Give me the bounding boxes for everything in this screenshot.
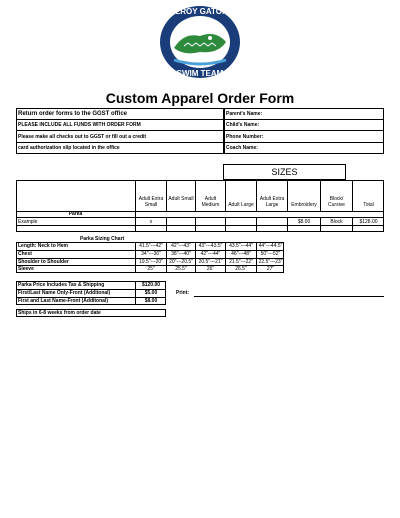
sizing-row-label: Shoulder to Shoulder xyxy=(18,259,69,265)
print-label: Print: xyxy=(176,290,190,296)
header-adult-xs: Adult Extra Small xyxy=(138,196,164,208)
sizing-cell: 26.5" xyxy=(235,266,247,272)
sizes-heading: SIZES xyxy=(223,164,346,180)
sizing-cell: 42"---44" xyxy=(200,251,221,257)
header-adult-s: Adult Small xyxy=(168,196,194,202)
pricing-label: First and Last Name-Front (Additonal) xyxy=(18,298,108,304)
sizing-cell: 25" xyxy=(147,266,155,272)
example-total: $128.00 xyxy=(359,219,378,225)
example-row-label: Example xyxy=(18,219,38,225)
parent-name-field[interactable]: Parent's Name: xyxy=(226,111,263,117)
header-adult-m: Adult Medium xyxy=(201,196,220,208)
pricing-value: $120.00 xyxy=(141,282,161,288)
print-field[interactable] xyxy=(194,296,384,297)
sizing-chart-title: Parka Sizing Chart xyxy=(80,236,125,242)
sizing-cell: 42"---43" xyxy=(171,243,191,249)
instruction-line-2: PLEASE INCLUDE ALL FUNDS WITH ORDER FORM xyxy=(18,122,141,128)
sizing-cell: 19.5"---20" xyxy=(139,259,163,265)
header-adult-xl: Adult Extra Large xyxy=(259,196,285,208)
sizing-cell: 22.5"---23" xyxy=(258,259,283,265)
pricing-label: First/Last Name Only-Front (Additonal) xyxy=(18,290,111,296)
logo-top-text: GILROY GATORS xyxy=(166,7,234,16)
header-total: Total xyxy=(363,202,374,208)
page-title: Custom Apparel Order Form xyxy=(105,90,295,106)
sizing-cell: 46"---48" xyxy=(231,251,251,257)
pricing-label: Parka Price Includes Tax & Shipping xyxy=(18,282,105,288)
sizing-row-label: Chest xyxy=(18,251,32,257)
sizing-cell: 26" xyxy=(206,266,215,272)
sizing-cell: 20"---20.5" xyxy=(169,259,193,265)
example-style: Block xyxy=(330,219,343,225)
ships-note: Ships in 6-8 weeks from order date xyxy=(18,310,101,316)
sizing-cell: 50"---52" xyxy=(260,251,281,257)
header-adult-l: Adult Large xyxy=(228,202,254,208)
gilroy-gators-logo xyxy=(154,2,246,82)
sizing-cell: 27" xyxy=(266,266,275,272)
header-block-cursive: Block/ Cursive xyxy=(328,196,345,208)
instruction-line-4: card authorization slip located in the office xyxy=(18,145,120,151)
sizing-cell: 43.5"---44" xyxy=(229,243,253,249)
instruction-line-3: Please make all checks out to GGST or fill out a credit xyxy=(18,134,147,140)
sizing-cell: 21.5"---22" xyxy=(229,259,253,265)
sizing-row-label: Sleeve xyxy=(18,266,34,272)
sizing-cell: 25.5" xyxy=(175,266,187,272)
example-xs: x xyxy=(149,219,153,225)
sizing-cell: 38"---40" xyxy=(171,251,191,257)
child-name-field[interactable]: Child's Name: xyxy=(226,122,260,128)
header-embroidery: Embroidery xyxy=(291,202,317,208)
sizing-cell: 20.5"---21" xyxy=(198,259,223,265)
pricing-value: $5.00 xyxy=(144,290,158,296)
sizing-cell: 43"---43.5" xyxy=(198,243,223,249)
sizing-row-label: Length: Neck to Hem xyxy=(18,243,69,249)
sizing-cell: 44"---44.5" xyxy=(258,243,283,249)
pricing-value: $8.00 xyxy=(144,298,158,304)
instruction-line-1: Return order forms to the GGST office xyxy=(18,111,128,117)
sizing-cell: 34"---36" xyxy=(141,251,161,257)
phone-number-field[interactable]: Phone Number: xyxy=(226,134,264,140)
sizing-cell: 41.5"---42" xyxy=(139,243,163,249)
example-embroidery: $8.00 xyxy=(297,219,311,225)
coach-name-field[interactable]: Coach Name: xyxy=(226,145,258,151)
logo-bottom-text: SWIM TEAM xyxy=(176,69,224,78)
section-parka: Parka xyxy=(68,211,83,217)
